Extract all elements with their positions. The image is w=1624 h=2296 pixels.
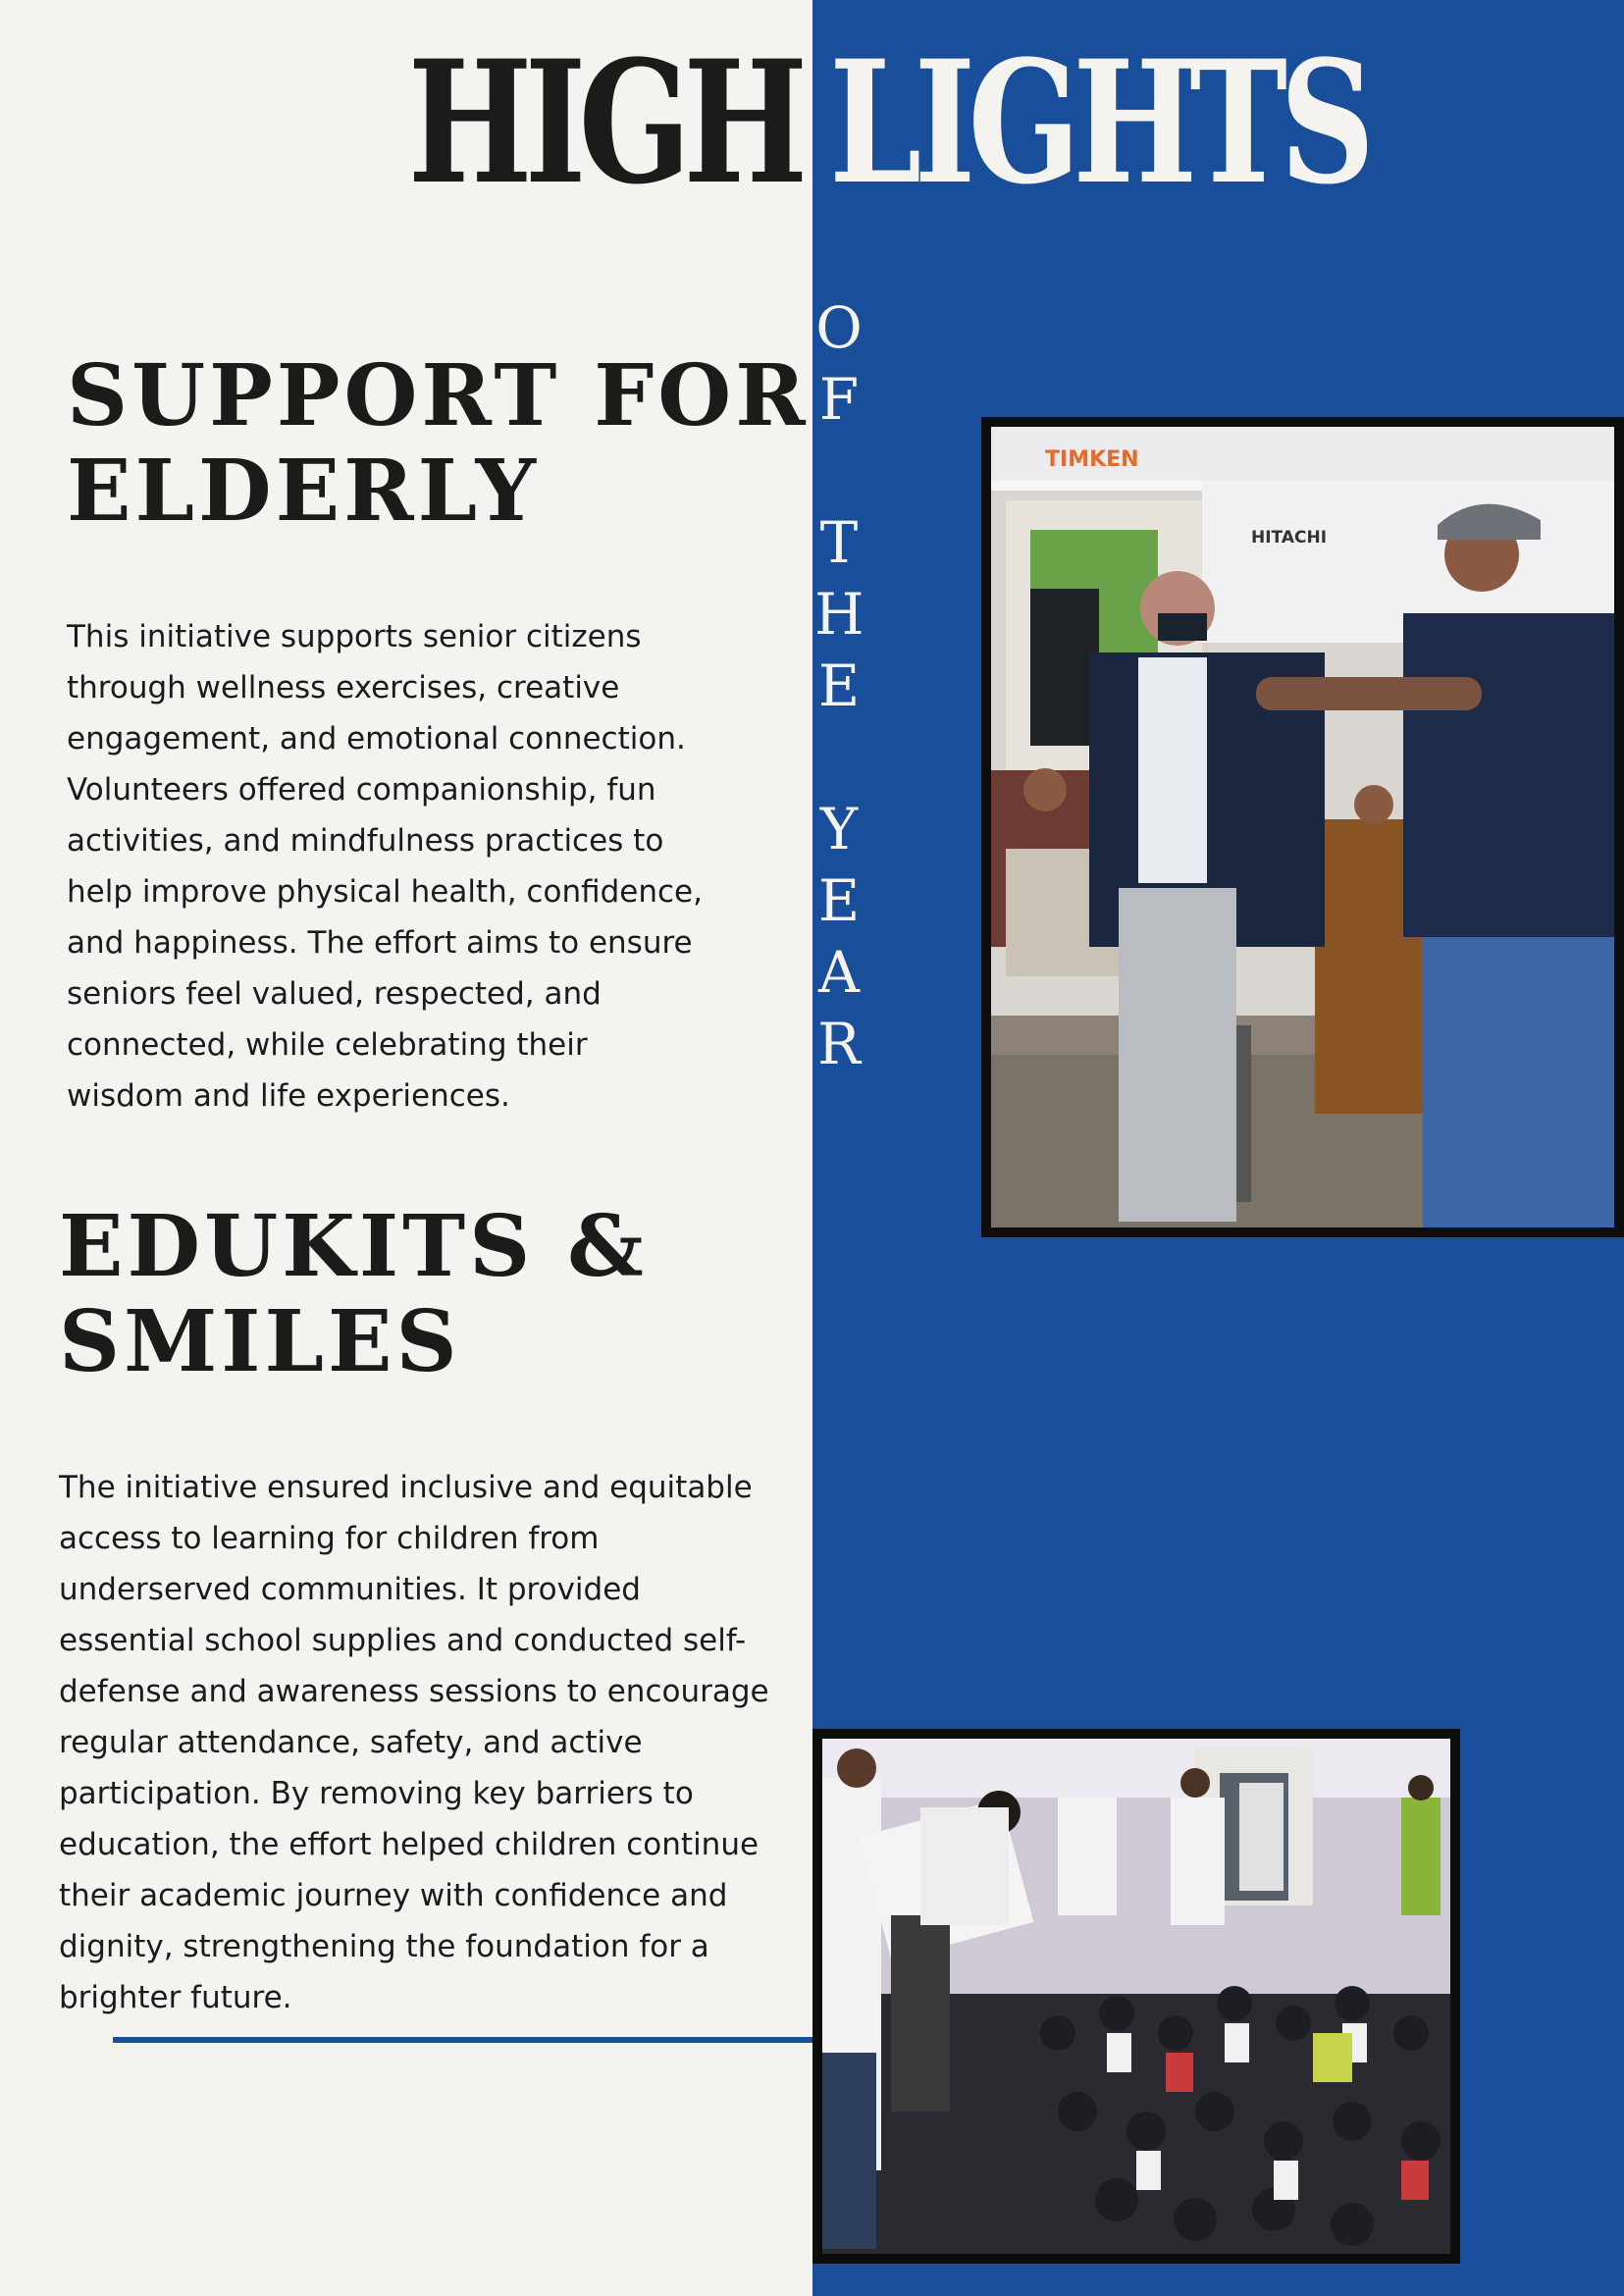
heading-line: EDUKITS & — [59, 1197, 648, 1296]
photo-edukits-illustration — [822, 1739, 1450, 2254]
body-line: seniors feel valued, respected, and — [67, 976, 602, 1012]
section-heading-edukits — [59, 1199, 648, 1389]
heading-line: ELDERLY — [67, 442, 540, 541]
subtitle-letter: R — [817, 1011, 861, 1077]
body-line: This initiative supports senior citizens — [67, 619, 642, 654]
body-line: participation. By removing key barriers to — [59, 1776, 694, 1811]
body-line: through wellness exercises, creative — [67, 670, 620, 705]
body-line: essential school supplies and conducted self- — [59, 1623, 747, 1658]
photo-elderly-illustration — [991, 427, 1614, 1227]
body-line: help improve physical health, confidence, — [67, 874, 703, 910]
title-right: LIGHTS — [829, 23, 1368, 222]
subtitle-letter: T — [819, 509, 859, 576]
subtitle-spacer — [814, 436, 864, 507]
divider-line — [113, 2037, 812, 2043]
body-line: connected, while celebrating their — [67, 1027, 588, 1063]
body-line: education, the effort helped children continue — [59, 1827, 760, 1862]
body-line: brighter future. — [59, 1980, 292, 2015]
body-line: access to learning for children from — [59, 1521, 600, 1556]
body-line: their academic journey with confidence and — [59, 1878, 728, 1913]
subtitle-letter: A — [818, 939, 860, 1006]
body-line: underserved communities. It provided — [59, 1572, 641, 1607]
vertical-subtitle — [814, 292, 864, 1080]
photo-edukits-event — [812, 1729, 1460, 2264]
body-line: activities, and mindfulness practices to — [67, 823, 664, 859]
body-line: wisdom and life experiences. — [67, 1078, 510, 1114]
subtitle-spacer — [814, 722, 864, 794]
banner-text-hitachi: HITACHI — [1251, 528, 1328, 548]
body-line: engagement, and emotional connection. — [67, 721, 686, 757]
section-body-edukits — [59, 1462, 769, 2023]
page-title — [0, 23, 1624, 222]
banner-text-timken: TIMKEN — [1045, 447, 1139, 472]
subtitle-letter: E — [817, 867, 861, 934]
subtitle-letter: O — [815, 294, 863, 361]
body-line: and happiness. The effort aims to ensure — [67, 925, 693, 961]
subtitle-letter: E — [817, 652, 861, 719]
section-body-elderly — [67, 611, 703, 1122]
subtitle-letter: Y — [819, 796, 859, 862]
body-line: dignity, strengthening the foundation for a — [59, 1929, 709, 1964]
heading-line: SMILES — [59, 1292, 461, 1391]
body-line: The initiative ensured inclusive and equitable — [59, 1470, 753, 1505]
title-left: HIGH — [407, 23, 800, 222]
body-line: regular attendance, safety, and active — [59, 1725, 643, 1760]
section-heading-elderly — [67, 348, 810, 539]
body-line: Volunteers offered companionship, fun — [67, 772, 656, 808]
subtitle-letter: H — [814, 581, 864, 648]
photo-elderly-event — [981, 417, 1624, 1237]
subtitle-letter: F — [818, 366, 860, 433]
heading-line: SUPPORT FOR — [67, 346, 810, 445]
body-line: defense and awareness sessions to encourage — [59, 1674, 769, 1709]
